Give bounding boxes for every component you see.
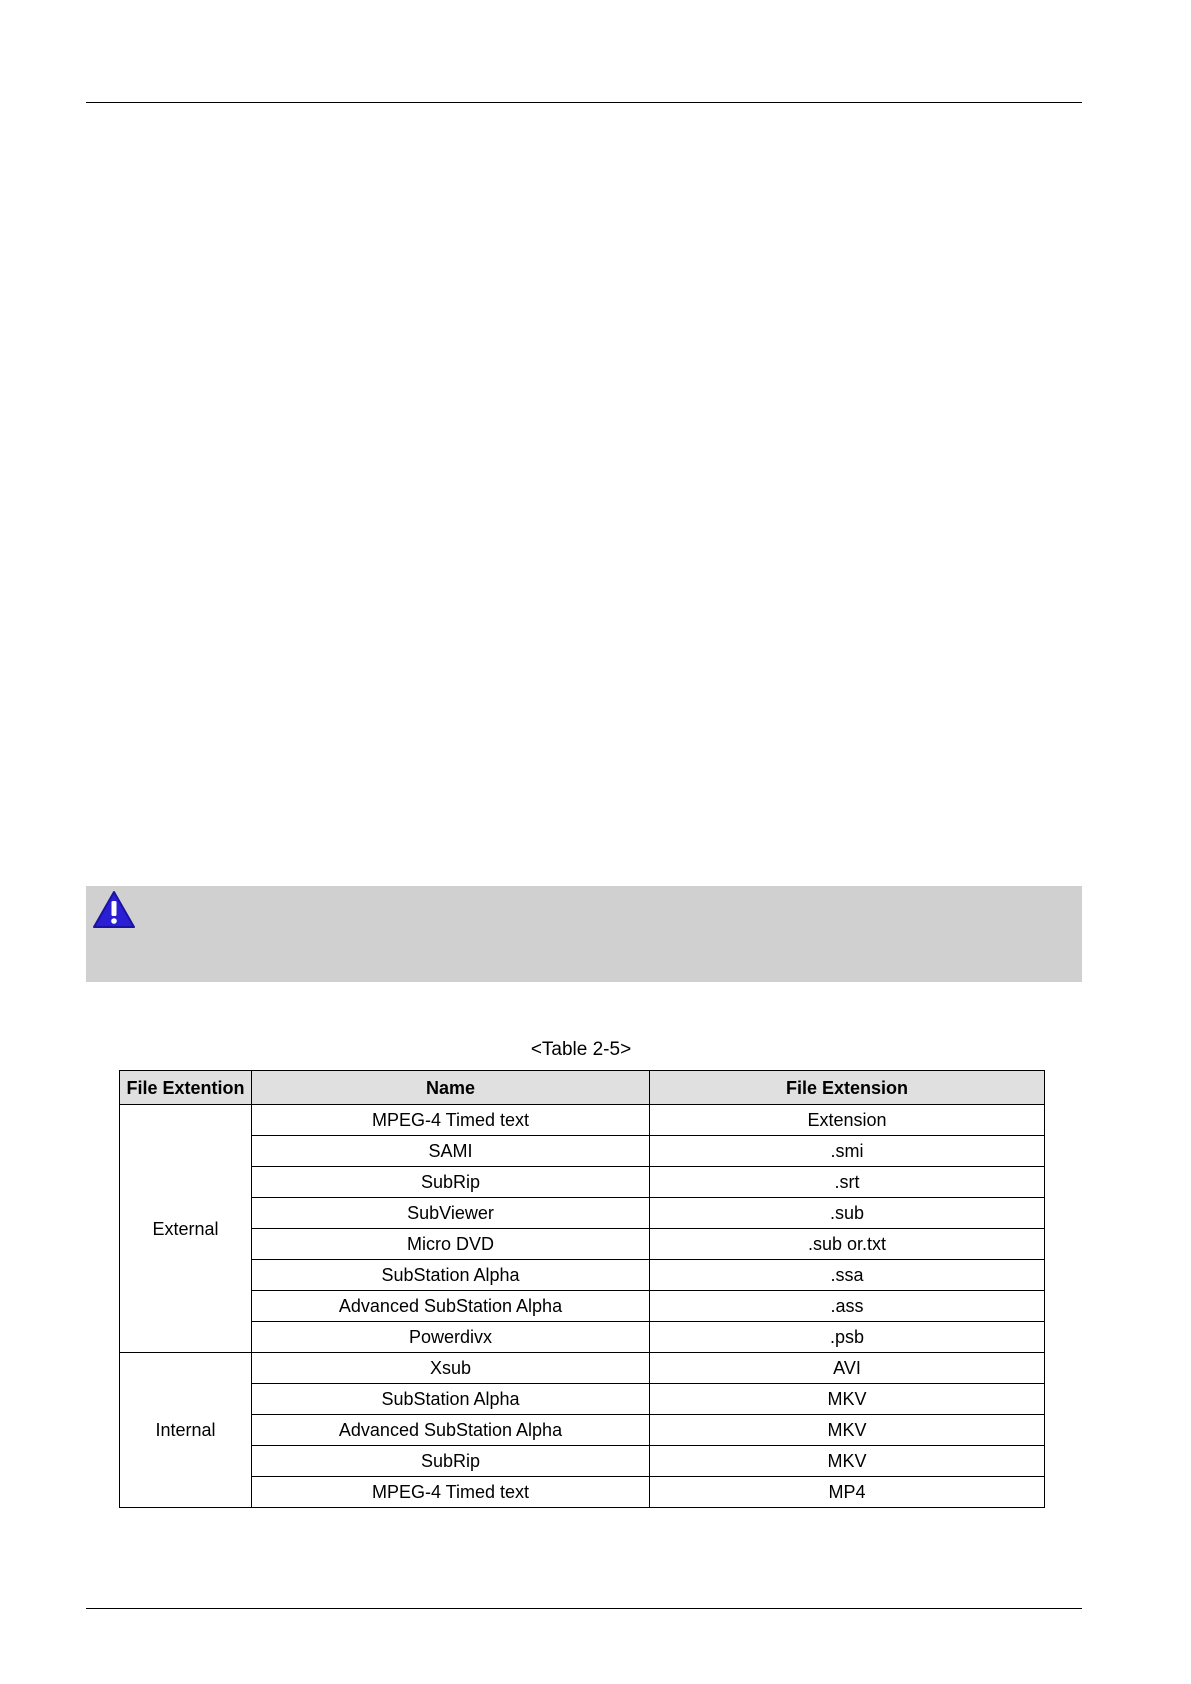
table-row: [120, 1477, 1045, 1508]
table-row: [120, 1198, 1045, 1229]
cell-name: SubRip: [252, 1167, 650, 1198]
cell-name: SubStation Alpha: [252, 1260, 650, 1291]
cell-extension: .sub: [650, 1198, 1045, 1229]
cell-extension: .ass: [650, 1291, 1045, 1322]
header-rule: [86, 102, 1082, 103]
footer-rule: [86, 1608, 1082, 1609]
table-row: [120, 1322, 1045, 1353]
header-name: Name: [252, 1071, 650, 1105]
table-row: [120, 1136, 1045, 1167]
cell-name: Advanced SubStation Alpha: [252, 1291, 650, 1322]
table-row: [120, 1384, 1045, 1415]
cell-name: MPEG-4 Timed text: [252, 1477, 650, 1508]
table-row: [120, 1415, 1045, 1446]
cell-extension: .smi: [650, 1136, 1045, 1167]
cell-name: MPEG-4 Timed text: [252, 1105, 650, 1136]
table-header-row: [120, 1071, 1045, 1105]
table-row: [120, 1291, 1045, 1322]
table-row: [120, 1353, 1045, 1384]
table-row: [120, 1167, 1045, 1198]
cell-extension: .sub or.txt: [650, 1229, 1045, 1260]
cell-name: Powerdivx: [252, 1322, 650, 1353]
header-file-extention: File Extention: [120, 1071, 252, 1105]
cell-extension: .srt: [650, 1167, 1045, 1198]
cell-extension: MKV: [650, 1446, 1045, 1477]
table-row: [120, 1260, 1045, 1291]
cell-name: Advanced SubStation Alpha: [252, 1415, 650, 1446]
caution-box: [86, 886, 1082, 982]
header-file-extension: File Extension: [650, 1071, 1045, 1105]
group-label-external: External: [120, 1105, 252, 1353]
cell-extension: MKV: [650, 1384, 1045, 1415]
cell-extension: MKV: [650, 1415, 1045, 1446]
warning-triangle-icon: [92, 890, 136, 930]
table-row: [120, 1446, 1045, 1477]
table-caption: <Table 2-5>: [530, 1039, 632, 1060]
cell-name: SAMI: [252, 1136, 650, 1167]
table-row: [120, 1105, 1045, 1136]
cell-extension: .ssa: [650, 1260, 1045, 1291]
cell-name: SubViewer: [252, 1198, 650, 1229]
cell-extension: .psb: [650, 1322, 1045, 1353]
cell-name: SubRip: [252, 1446, 650, 1477]
cell-extension: AVI: [650, 1353, 1045, 1384]
group-label-internal: Internal: [120, 1353, 252, 1508]
subtitle-format-table: [119, 1070, 1045, 1508]
cell-extension: Extension: [650, 1105, 1045, 1136]
cell-extension: MP4: [650, 1477, 1045, 1508]
table-row: [120, 1229, 1045, 1260]
cell-name: Xsub: [252, 1353, 650, 1384]
cell-name: Micro DVD: [252, 1229, 650, 1260]
cell-name: SubStation Alpha: [252, 1384, 650, 1415]
